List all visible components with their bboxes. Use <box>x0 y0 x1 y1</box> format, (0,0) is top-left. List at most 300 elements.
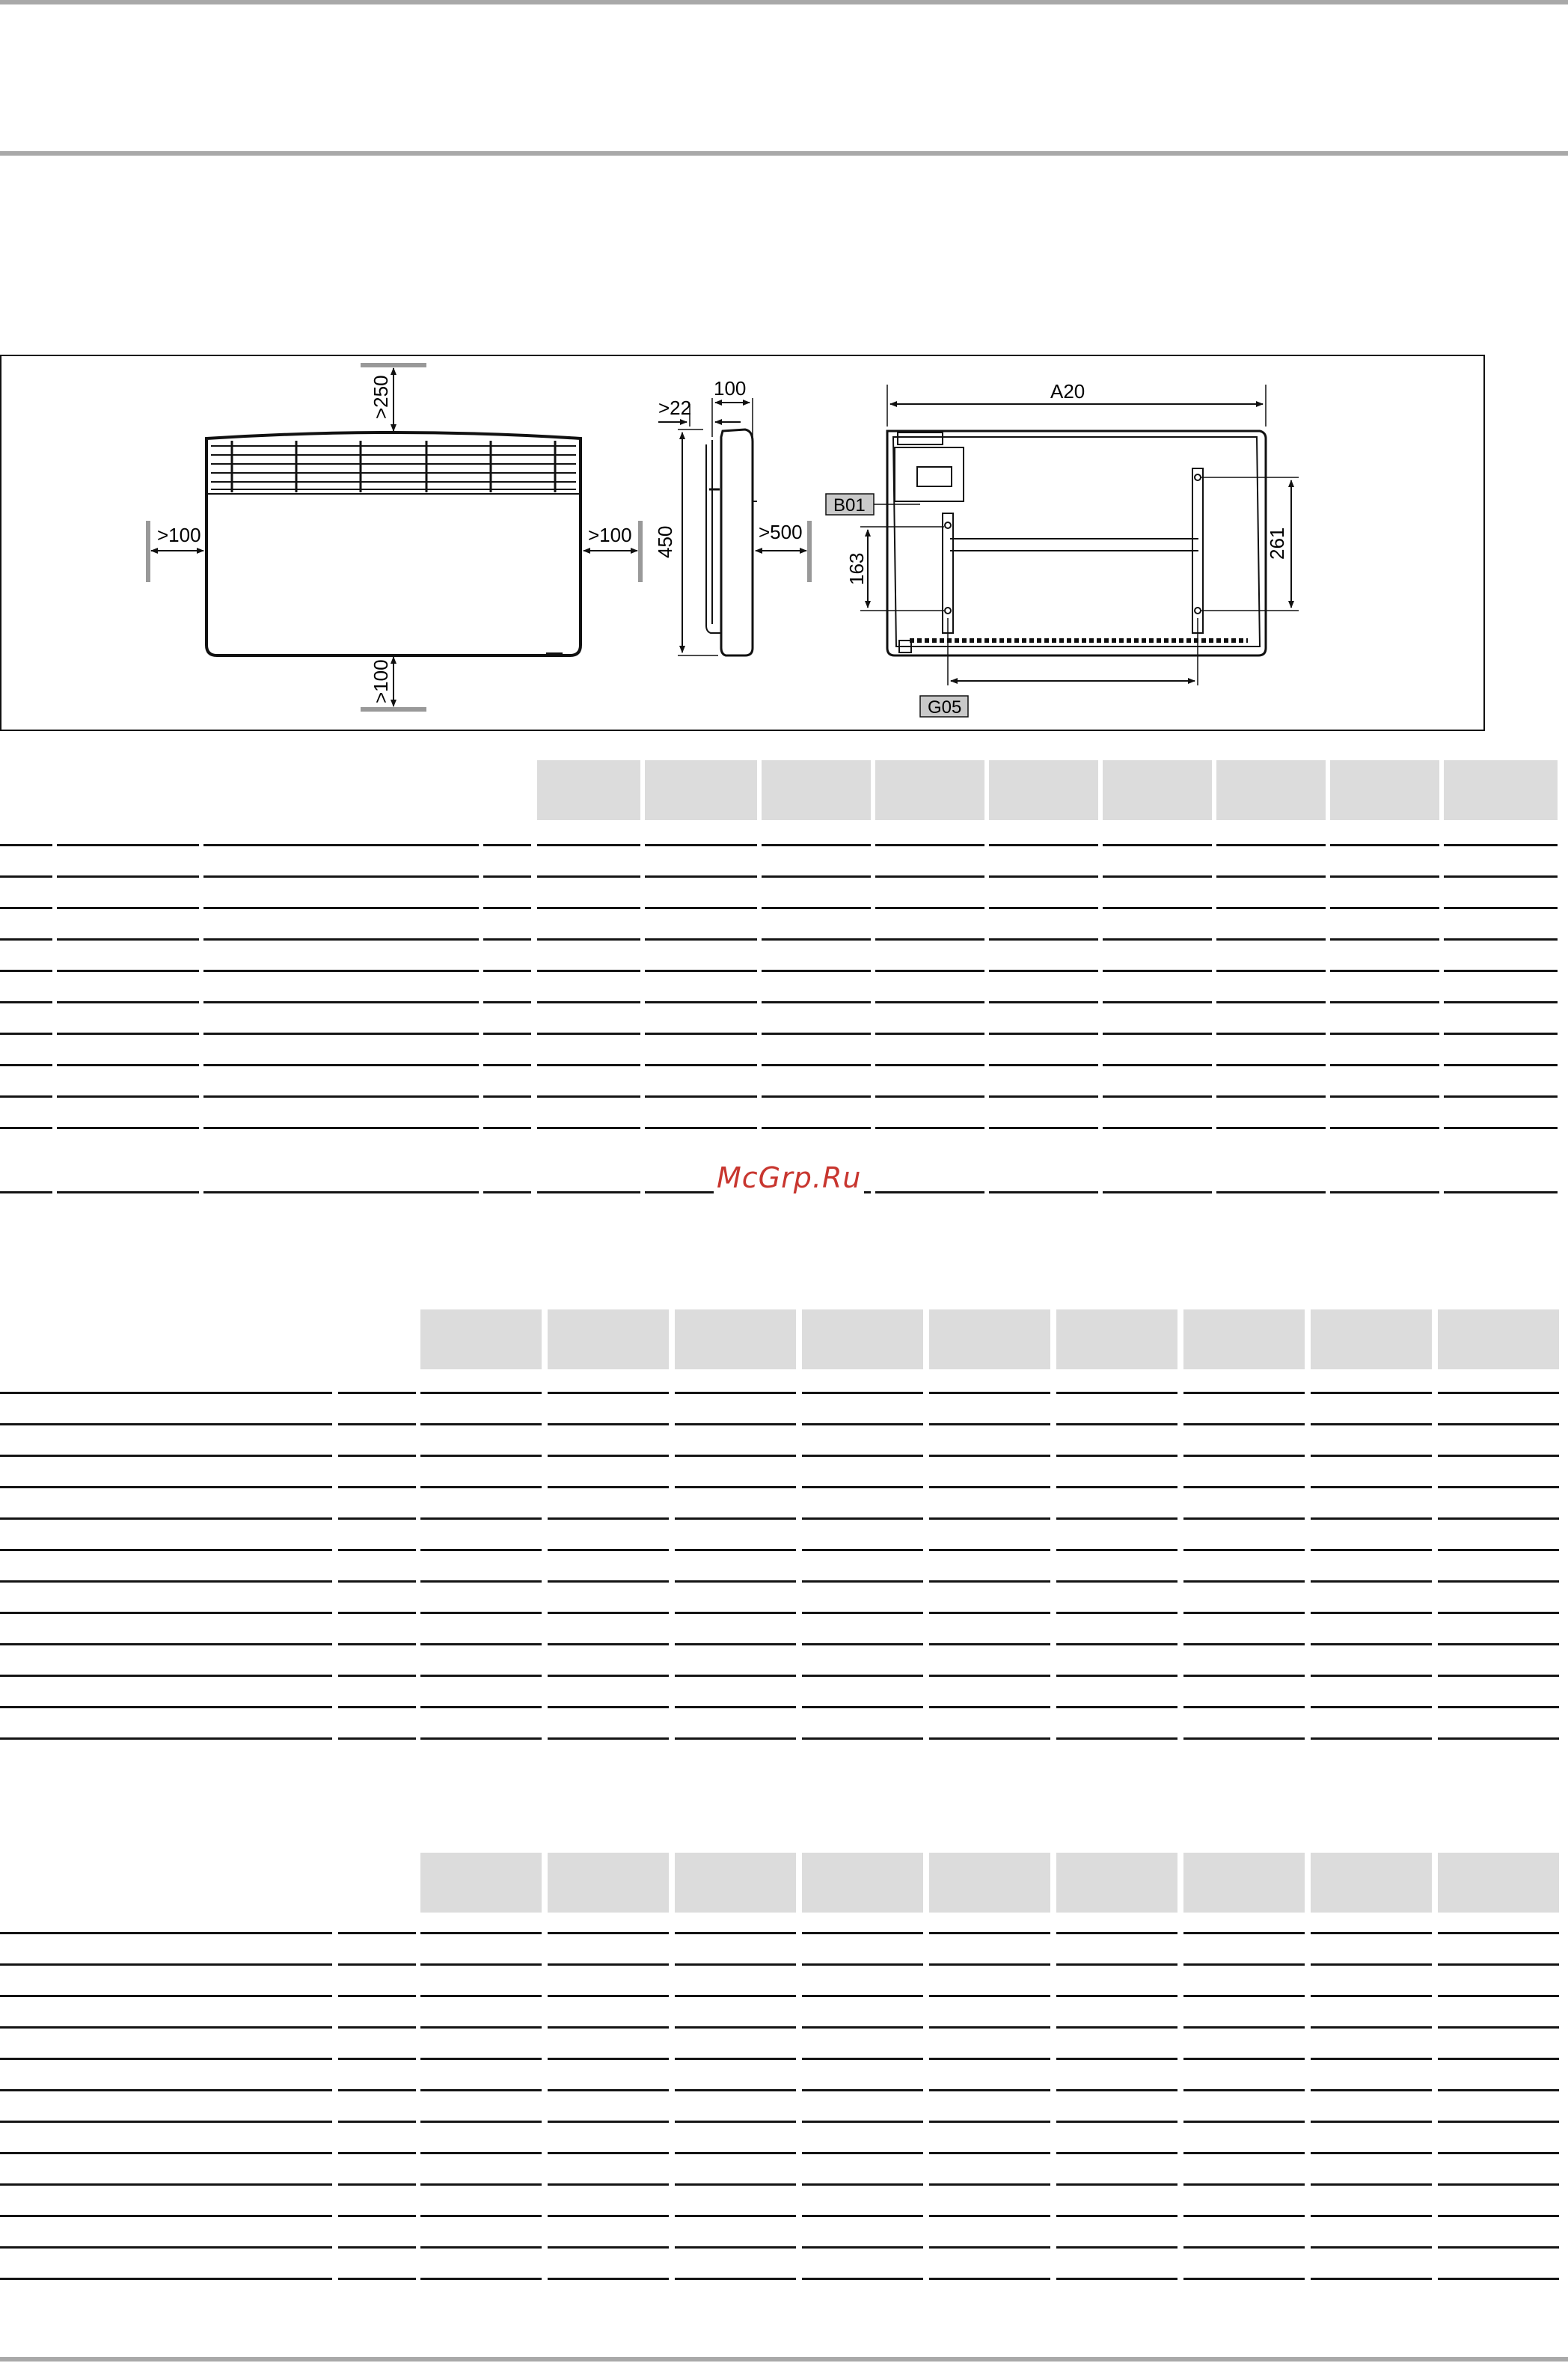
table-rule <box>483 907 531 909</box>
table-rule <box>802 2278 923 2280</box>
table-rule <box>548 2246 669 2249</box>
table-rule <box>762 970 871 972</box>
table-rule <box>1216 1033 1326 1035</box>
table-rule <box>875 1001 984 1003</box>
heater-rear-outline <box>887 431 1266 655</box>
table-rule <box>1311 1486 1432 1488</box>
table-rule <box>0 1706 332 1708</box>
table-rule <box>929 2026 1050 2029</box>
table-rule <box>1444 844 1558 846</box>
table-rule <box>0 2089 332 2091</box>
table-rule <box>338 1643 416 1645</box>
table-rule <box>0 1423 332 1425</box>
g05-label: G05 <box>928 697 962 718</box>
table-rule <box>1330 1191 1439 1193</box>
table-rule <box>802 1392 923 1394</box>
table-rule <box>929 2058 1050 2060</box>
table-rule <box>929 1455 1050 1457</box>
table-rule <box>802 2121 923 2123</box>
table-rule <box>875 1033 984 1035</box>
table1-header-cell <box>875 760 984 820</box>
table-rule <box>483 844 531 846</box>
table-rule <box>1216 1064 1326 1066</box>
table-rule <box>548 1963 669 1966</box>
table-rule <box>548 1580 669 1583</box>
table-rule <box>802 2089 923 2091</box>
table-rule <box>0 1612 332 1614</box>
table-rule <box>762 1127 871 1129</box>
table-rule <box>548 1612 669 1614</box>
table-rule <box>929 1549 1050 1551</box>
table-rule <box>675 2215 796 2217</box>
table-rule <box>0 1392 332 1394</box>
table-rule <box>929 1612 1050 1614</box>
table-rule <box>420 2152 542 2154</box>
table-rule <box>548 2183 669 2186</box>
table-rule <box>537 938 640 941</box>
table-rule <box>802 2026 923 2029</box>
table-rule <box>0 1001 52 1003</box>
table-rule <box>675 1963 796 1966</box>
table-rule <box>1311 2215 1432 2217</box>
table-rule <box>57 844 199 846</box>
table-rule <box>929 1486 1050 1488</box>
table-rule <box>802 2215 923 2217</box>
table2-header-cell <box>1056 1309 1177 1369</box>
table-rule <box>1311 1643 1432 1645</box>
table-rule <box>1183 1517 1305 1520</box>
table-rule <box>1438 2152 1559 2154</box>
table-rule <box>1183 1423 1305 1425</box>
control-unit <box>895 447 964 501</box>
table-rule <box>1438 1455 1559 1457</box>
table-rule <box>1444 1033 1558 1035</box>
table-rule <box>989 1001 1098 1003</box>
table-rule <box>548 1995 669 1997</box>
table-rule <box>537 1001 640 1003</box>
footer-rule <box>0 2357 1568 2362</box>
clearance-bottom-label: >100 <box>370 659 392 703</box>
table-rule <box>1056 1455 1177 1457</box>
table1-header-cell <box>1444 760 1558 820</box>
table-rule <box>989 844 1098 846</box>
table-rule <box>1103 970 1212 972</box>
table-rule <box>0 1932 332 1934</box>
table-rule <box>875 938 984 941</box>
table-rule <box>1183 1455 1305 1457</box>
table-rule <box>802 2246 923 2249</box>
table-rule <box>1103 1064 1212 1066</box>
side-front-clearance-label: >500 <box>759 521 803 543</box>
table-rule <box>0 2246 332 2249</box>
table-rule <box>1330 907 1439 909</box>
table-rule <box>802 1549 923 1551</box>
table-rule <box>483 1064 531 1066</box>
table-rule <box>1444 1127 1558 1129</box>
table-rule <box>929 1643 1050 1645</box>
table-rule <box>1056 1643 1177 1645</box>
table-rule <box>1056 1932 1177 1934</box>
table-rule <box>338 1932 416 1934</box>
table-rule <box>1311 2026 1432 2029</box>
table-rule <box>762 938 871 941</box>
table-rule <box>1311 1455 1432 1457</box>
table-rule <box>762 1064 871 1066</box>
table-rule <box>1056 1517 1177 1520</box>
table-rule <box>1444 938 1558 941</box>
table-rule <box>483 1001 531 1003</box>
table-rule <box>1056 1423 1177 1425</box>
table-rule <box>338 2026 416 2029</box>
table-rule <box>548 1423 669 1425</box>
table2-header-cell <box>802 1309 923 1369</box>
table-rule <box>548 2026 669 2029</box>
table-rule <box>0 1643 332 1645</box>
table-rule <box>1056 1549 1177 1551</box>
table-rule <box>1103 844 1212 846</box>
table-rule <box>420 1486 542 1488</box>
table-rule <box>1183 1612 1305 1614</box>
table-rule <box>675 2058 796 2060</box>
table-rule <box>1311 1392 1432 1394</box>
table-rule <box>802 1675 923 1677</box>
table-rule <box>645 970 757 972</box>
table-rule <box>1438 1995 1559 1997</box>
table-rule <box>1056 2215 1177 2217</box>
table-rule <box>420 2215 542 2217</box>
table-rule <box>675 1612 796 1614</box>
table-rule <box>537 1127 640 1129</box>
table-rule <box>1216 844 1326 846</box>
table-rule <box>875 875 984 878</box>
table1-header-cell <box>537 760 640 820</box>
table-rule <box>338 1675 416 1677</box>
table-rule <box>1444 1064 1558 1066</box>
table-rule <box>1216 907 1326 909</box>
table-rule <box>929 1423 1050 1425</box>
table-rule <box>57 970 199 972</box>
heater-side-profile <box>721 430 753 655</box>
table-rule <box>420 2026 542 2029</box>
clearance-top-label: >250 <box>370 375 392 419</box>
table-rule <box>548 1706 669 1708</box>
table-rule <box>1056 1706 1177 1708</box>
rear-hole-spacing-label: 261 <box>1266 527 1288 560</box>
table-rule <box>1330 938 1439 941</box>
table-rule <box>1103 875 1212 878</box>
dimension-drawing <box>0 355 1486 732</box>
table-rule <box>420 2058 542 2060</box>
table1-header-cell <box>989 760 1098 820</box>
table-rule <box>548 1675 669 1677</box>
table-rule <box>675 1549 796 1551</box>
table-rule <box>1438 1643 1559 1645</box>
table-rule <box>1056 1963 1177 1966</box>
drawing-frame <box>1 355 1484 730</box>
table-rule <box>1183 1995 1305 1997</box>
table-rule <box>203 1127 479 1129</box>
heater-body <box>206 432 581 655</box>
table-rule <box>645 1033 757 1035</box>
table-rule <box>0 1549 332 1551</box>
table-rule <box>203 907 479 909</box>
table-rule <box>1183 1392 1305 1394</box>
table3-header-cell <box>1056 1853 1177 1913</box>
table-rule <box>989 1191 1098 1193</box>
table-rule <box>929 1706 1050 1708</box>
table-rule <box>1444 970 1558 972</box>
front-grille <box>211 446 576 489</box>
table-rule <box>1330 1095 1439 1098</box>
table-rule <box>0 970 52 972</box>
table-rule <box>645 1095 757 1098</box>
table-rule <box>0 1995 332 1997</box>
table1-header-cell <box>1103 760 1212 820</box>
table-rule <box>548 1455 669 1457</box>
table-rule <box>1438 2215 1559 2217</box>
table-rule <box>929 2152 1050 2154</box>
table-rule <box>537 844 640 846</box>
table-rule <box>338 1549 416 1551</box>
table-rule <box>1311 1706 1432 1708</box>
table-rule <box>0 2026 332 2029</box>
table-rule <box>1103 938 1212 941</box>
table-rule <box>338 2278 416 2280</box>
table-rule <box>645 1001 757 1003</box>
table-rule <box>0 2278 332 2280</box>
rear-view <box>860 385 1299 685</box>
table-rule <box>57 938 199 941</box>
table-rule <box>1444 1095 1558 1098</box>
table-rule <box>548 1932 669 1934</box>
table-rule <box>802 1963 923 1966</box>
table-rule <box>1330 1064 1439 1066</box>
table1-header-cell <box>1216 760 1326 820</box>
table-rule <box>675 1455 796 1457</box>
table-rule <box>338 1612 416 1614</box>
table-rule <box>989 1064 1098 1066</box>
table-rule <box>1183 1643 1305 1645</box>
table-rule <box>1056 2278 1177 2280</box>
table-rule <box>537 1033 640 1035</box>
table-rule <box>1330 875 1439 878</box>
table-rule <box>1438 2121 1559 2123</box>
table-rule <box>1056 1995 1177 1997</box>
table-rule <box>420 1963 542 1966</box>
table-rule <box>483 1095 531 1098</box>
table-rule <box>802 1423 923 1425</box>
table-rule <box>57 1001 199 1003</box>
table-rule <box>802 1455 923 1457</box>
table-rule <box>675 1737 796 1740</box>
table-rule <box>1103 907 1212 909</box>
side-height-label: 450 <box>654 525 676 558</box>
table-rule <box>0 1517 332 1520</box>
table-rule <box>675 1580 796 1583</box>
table-rule <box>0 844 52 846</box>
table-rule <box>1330 1001 1439 1003</box>
table-rule <box>338 2215 416 2217</box>
table-rule <box>338 1486 416 1488</box>
table-rule <box>420 1932 542 1934</box>
table-rule <box>483 1033 531 1035</box>
table-rule <box>762 1001 871 1003</box>
table-rule <box>420 1580 542 1583</box>
table-rule <box>989 875 1098 878</box>
table-rule <box>802 1486 923 1488</box>
table-rule <box>420 1995 542 1997</box>
table2-header-cell <box>420 1309 542 1369</box>
table-rule <box>675 1675 796 1677</box>
table-rule <box>1438 1549 1559 1551</box>
table-rule <box>537 907 640 909</box>
table-rule <box>875 1095 984 1098</box>
table-rule <box>0 1486 332 1488</box>
table-rule <box>1183 2246 1305 2249</box>
table-rule <box>929 2246 1050 2249</box>
table-rule <box>0 1737 332 1740</box>
table2-header-cell <box>1311 1309 1432 1369</box>
table-rule <box>989 1095 1098 1098</box>
table-rule <box>1183 1486 1305 1488</box>
table-rule <box>929 2183 1050 2186</box>
table-rule <box>338 1963 416 1966</box>
table-rule <box>875 1127 984 1129</box>
table-rule <box>929 1932 1050 1934</box>
table2-header-cell <box>675 1309 796 1369</box>
b01-label: B01 <box>833 495 866 516</box>
table-rule <box>420 1612 542 1614</box>
table-rule <box>645 844 757 846</box>
table-rule <box>1311 1932 1432 1934</box>
watermark: McGrp.Ru <box>714 1161 864 1194</box>
table-rule <box>1183 2183 1305 2186</box>
table-rule <box>1183 1580 1305 1583</box>
table-rule <box>1438 1580 1559 1583</box>
table-rule <box>338 2089 416 2091</box>
table-rule <box>1311 1963 1432 1966</box>
table-rule <box>875 970 984 972</box>
table-rule <box>875 1064 984 1066</box>
rear-bracket-height-label: 163 <box>845 552 868 585</box>
rear-width-label: A20 <box>1050 380 1085 403</box>
table-rule <box>1438 1517 1559 1520</box>
table-rule <box>1444 1001 1558 1003</box>
table-rule <box>537 1095 640 1098</box>
table-rule <box>675 2152 796 2154</box>
table-rule <box>483 1127 531 1129</box>
table-rule <box>57 1064 199 1066</box>
table-rule <box>1438 1737 1559 1740</box>
table-rule <box>338 2058 416 2060</box>
table-rule <box>203 1033 479 1035</box>
table-rule <box>548 1549 669 1551</box>
table-rule <box>1438 1706 1559 1708</box>
table-rule <box>1183 1963 1305 1966</box>
table-rule <box>203 1001 479 1003</box>
table-rule <box>1183 2058 1305 2060</box>
table-rule <box>1056 2026 1177 2029</box>
table-rule <box>802 2152 923 2154</box>
table-rule <box>645 938 757 941</box>
table-rule <box>875 844 984 846</box>
table-rule <box>1216 1095 1326 1098</box>
table-rule <box>1103 1191 1212 1193</box>
table-rule <box>875 1191 984 1193</box>
table-rule <box>420 1706 542 1708</box>
table-rule <box>483 970 531 972</box>
table-rule <box>420 2278 542 2280</box>
table-rule <box>1444 1191 1558 1193</box>
table-rule <box>57 907 199 909</box>
table-rule <box>675 1517 796 1520</box>
table-rule <box>762 907 871 909</box>
table-rule <box>989 1033 1098 1035</box>
table-rule <box>675 1643 796 1645</box>
table-rule <box>675 2246 796 2249</box>
table-rule <box>0 1963 332 1966</box>
table-rule <box>548 2121 669 2123</box>
table-rule <box>1330 1033 1439 1035</box>
table-rule <box>338 2121 416 2123</box>
table-rule <box>989 1127 1098 1129</box>
table-rule <box>1330 970 1439 972</box>
table-rule <box>1183 2026 1305 2029</box>
table1-header-cell <box>762 760 871 820</box>
table3-header-cell <box>675 1853 796 1913</box>
table-rule <box>1311 1580 1432 1583</box>
table-rule <box>548 1643 669 1645</box>
table-rule <box>802 1706 923 1708</box>
table-rule <box>1311 1737 1432 1740</box>
table-rule <box>420 2089 542 2091</box>
table-rule <box>1438 1963 1559 1966</box>
table-rule <box>537 970 640 972</box>
table-rule <box>1056 2089 1177 2091</box>
table-rule <box>675 1932 796 1934</box>
table-rule <box>338 1706 416 1708</box>
table-rule <box>1311 2058 1432 2060</box>
table-rule <box>1056 1392 1177 1394</box>
table-rule <box>1056 2058 1177 2060</box>
table-rule <box>57 1095 199 1098</box>
table-rule <box>675 2089 796 2091</box>
table-rule <box>203 875 479 878</box>
table-rule <box>0 2183 332 2186</box>
table-rule <box>57 1191 199 1193</box>
table-rule <box>420 2121 542 2123</box>
side-depth-label: 100 <box>714 377 747 400</box>
table2-header-cell <box>548 1309 669 1369</box>
table-rule <box>537 1064 640 1066</box>
table-rule <box>420 1737 542 1740</box>
table-rule <box>1056 1737 1177 1740</box>
table-rule <box>1183 1737 1305 1740</box>
table-rule <box>203 938 479 941</box>
table-rule <box>1311 1995 1432 1997</box>
table-rule <box>1311 2121 1432 2123</box>
table-rule <box>420 1423 542 1425</box>
table-rule <box>675 1995 796 1997</box>
table-rule <box>338 2152 416 2154</box>
table-rule <box>338 2183 416 2186</box>
table-rule <box>929 1737 1050 1740</box>
table-rule <box>1438 1486 1559 1488</box>
table-rule <box>548 2058 669 2060</box>
table-rule <box>1216 875 1326 878</box>
table-rule <box>1103 1095 1212 1098</box>
table-rule <box>929 2089 1050 2091</box>
